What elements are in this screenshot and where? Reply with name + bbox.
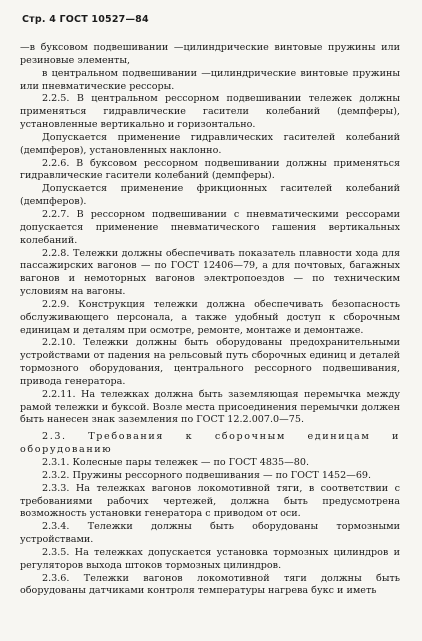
paragraph: 2.2.8. Тележки должны обеспечивать показатель плавности хода для пассажирских вагонов — по ГОСТ 12406—79, а для почтовых, багажных вагонов и немоторных вагонов электропоездов — по техническим условиям на вагоны. [20,247,400,298]
page-header: Стр. 4 ГОСТ 10527—84 [22,14,149,25]
paragraph: 2.3.2. Пружины рессорного подвешивания — по ГОСТ 1452—69. [42,469,372,481]
document-body [20,42,400,598]
paragraph: 2.3.1. Колесные пары тележек — по ГОСТ 4835—80. [42,457,309,468]
section-heading: 2.3. Требования к сборочным единицам и оборудованию [20,431,400,456]
paragraph: 2.3.6. Тележки вагонов локомотивной тяги должны быть оборудованы датчиками контроля температуры нагрева букс и иметь [20,572,400,597]
paragraph: в центральном подвешивании —цилиндрические винтовые пружины или пневматические рессоры. [20,67,400,92]
paragraph: 2.3.5. На тележках допускается установка тормозных цилиндров и регуляторов выхода штоков тормозных цилиндров. [20,546,400,571]
paragraph: 2.2.7. В рессорном подвешивании с пневматическими рессорами допускается применение пневматического гашения вертикальных колебаний. [20,208,400,246]
paragraph: Допускается применение гидравлических гасителей колебаний (демпферов), установленных наклонно. [20,131,400,156]
paragraph: —в буксовом подвешивании —цилиндрические винтовые пружины или резиновые элементы, [20,42,400,66]
paragraph: 2.2.9. Конструкция тележки должна обеспечивать безопасность обслуживающего персонала, а также удобный доступ к сборочным единицам и деталям при осмотре, ремонте, монтаже и демонтаже. [20,298,400,336]
paragraph: 2.2.5. В центральном рессорном подвешивании тележек должны применяться гидравлические гасители колебаний (демпферы), установленные вертикально и горизонтально. [20,93,400,131]
paragraph: 2.2.10. Тележки должны быть оборудованы предохранительными устройствами от падения на рельсовый путь сборочных единиц и деталей тормозного оборудования, центрального рессорного подвешивания, привода генератора. [20,337,400,387]
paragraph: 2.3.3. На тележках вагонов локомотивной тяги, в соответствии с требованиями рабочих чертежей, должна быть предусмотрена возможность установки генератора с приводом от оси. [20,482,400,520]
paragraph: 2.2.11. На тележках должна быть заземляющая перемычка между рамой тележки и буксой. Возле места присоединения перемычки должен быть нанесен знак заземления по ГОСТ 12.2.007.0—75. [20,388,400,426]
paragraph: 2.3.4. Тележки должны быть оборудованы тормозными устройствами. [20,521,400,546]
paragraph: 2.2.6. В буксовом рессорном подвешивании должны применяться гидравлические гасители колебаний (демпферы). [20,157,400,182]
paragraph: Допускается применение фрикционных гасителей колебаний (демпферов). [20,183,400,208]
